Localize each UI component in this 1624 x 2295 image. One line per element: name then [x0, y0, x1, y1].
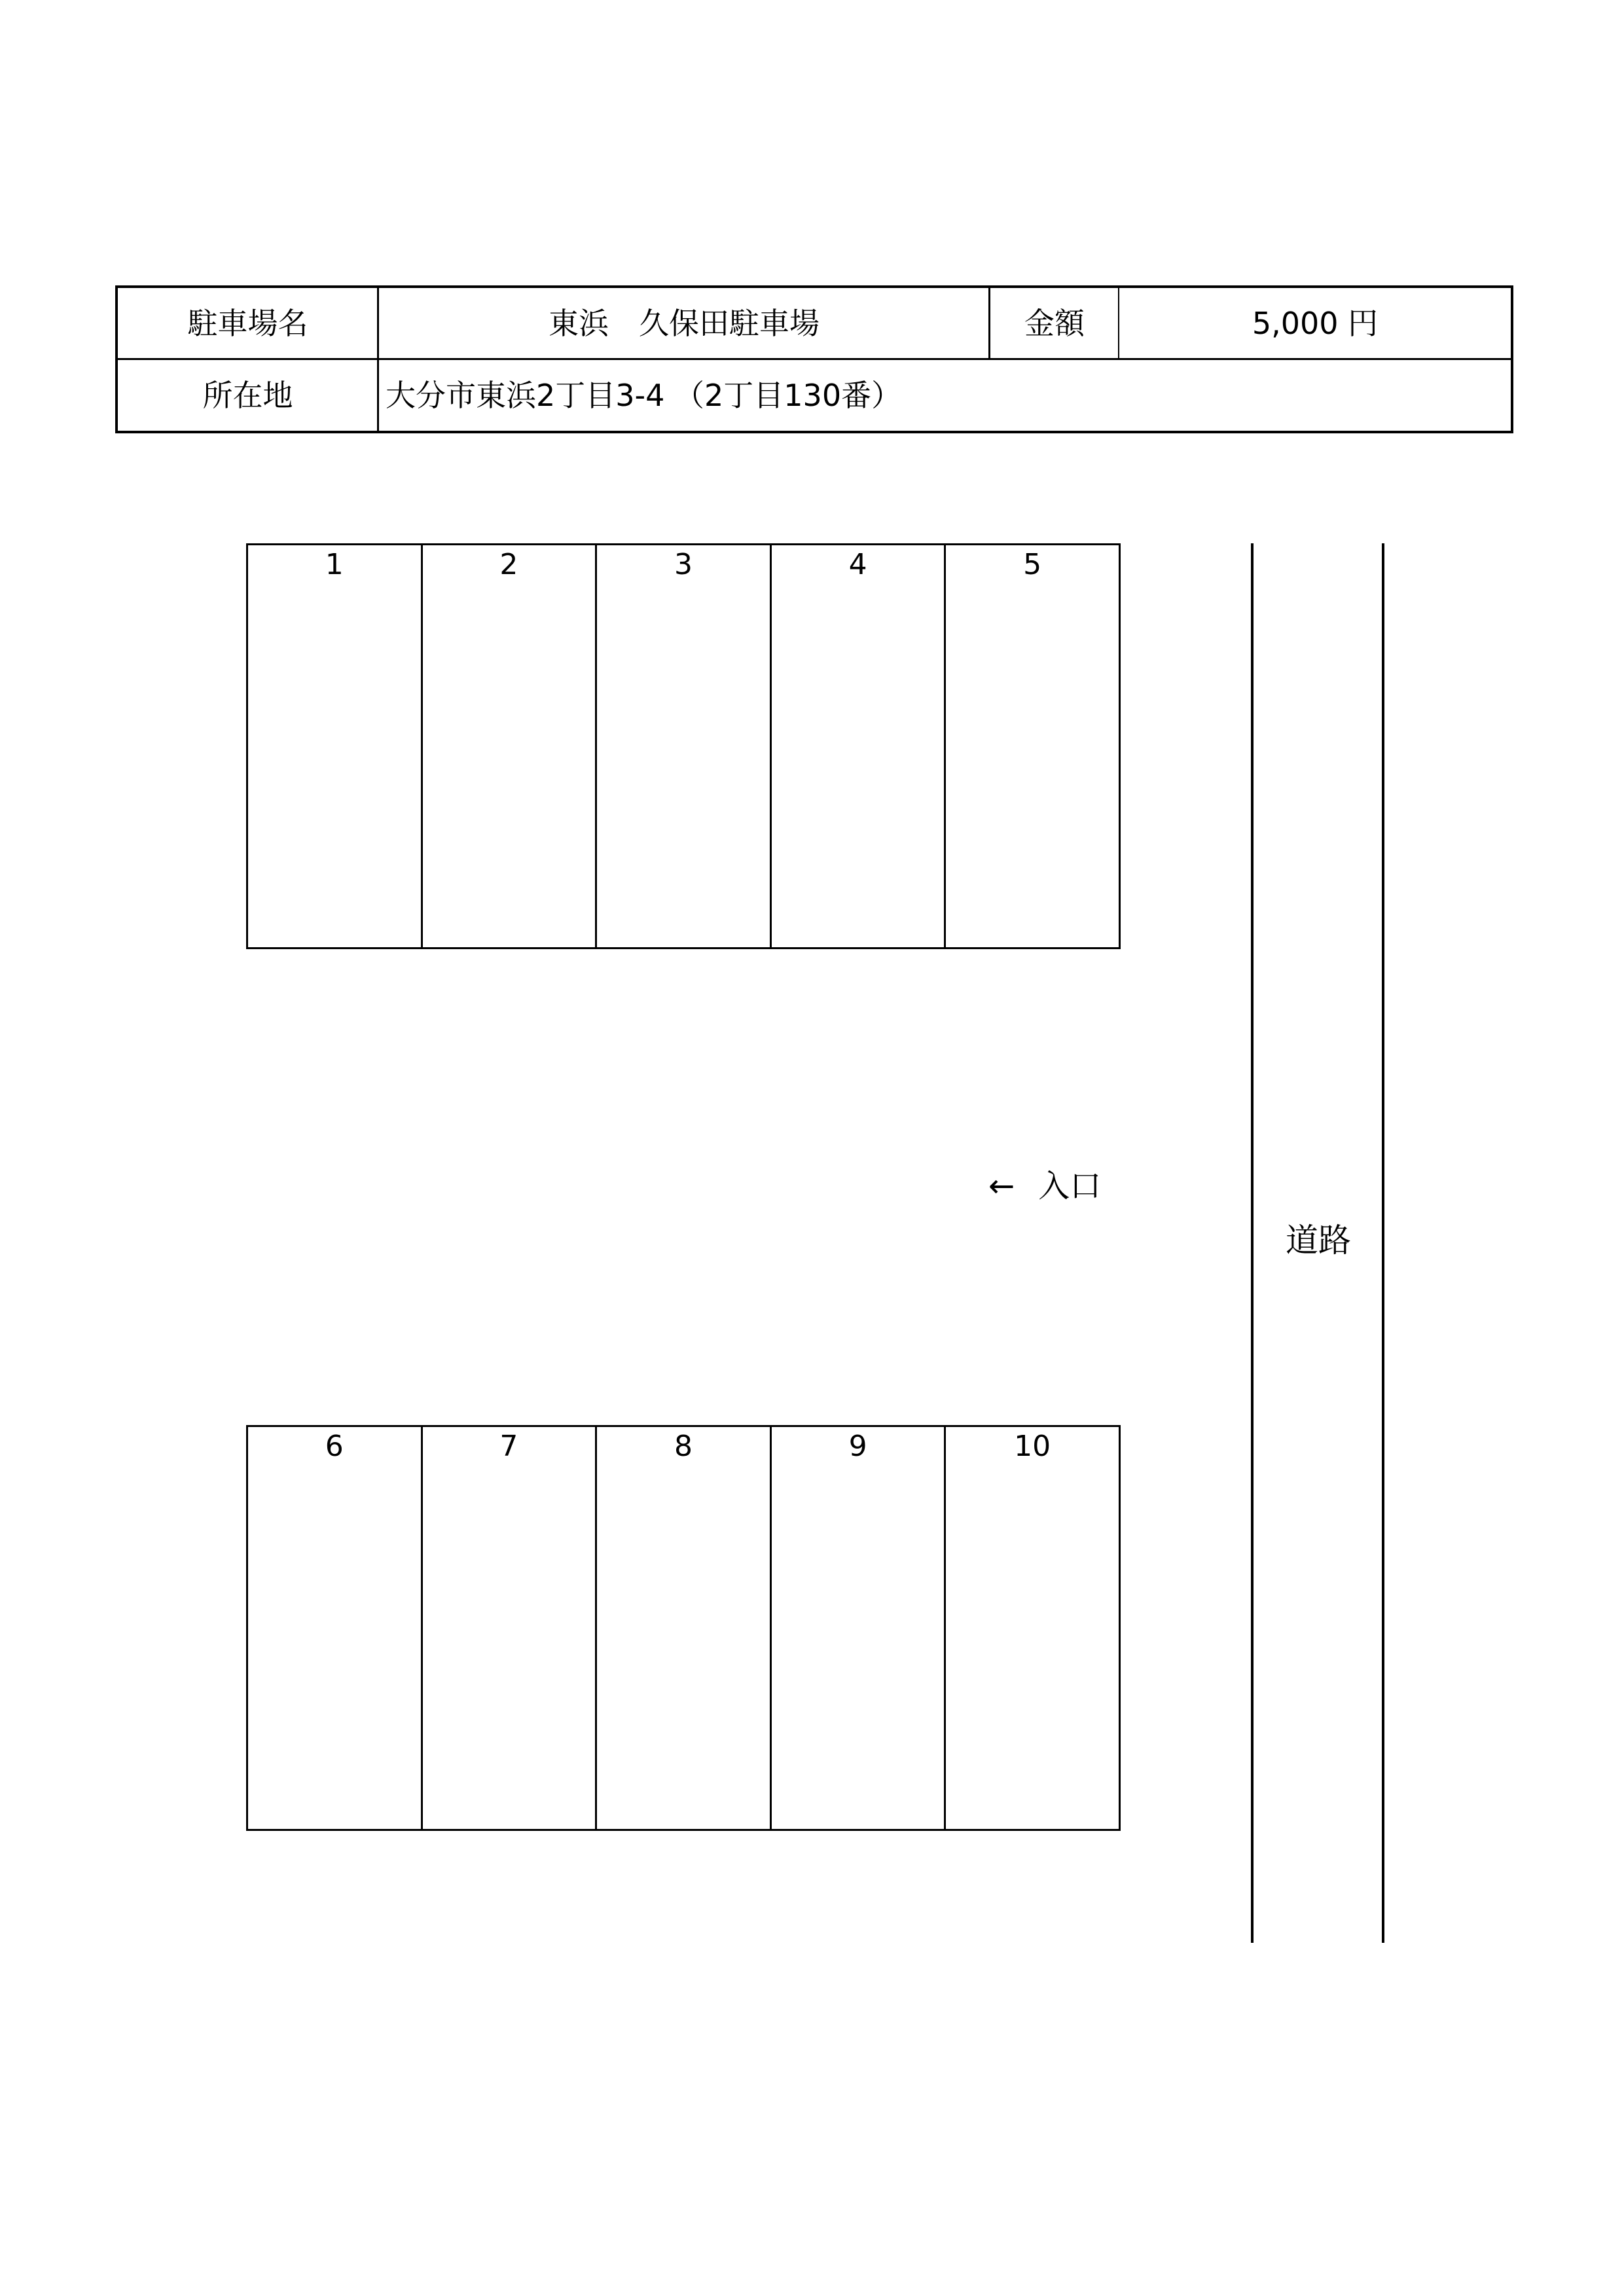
price-value: 5,000 円	[1252, 306, 1379, 341]
address-value: 大分市東浜2丁目3-4 （2丁目130番）	[386, 378, 902, 413]
stall-number: 3	[674, 548, 693, 581]
stall-number: 4	[848, 548, 867, 581]
stall-number: 1	[325, 548, 344, 581]
left-arrow-icon: ←	[988, 1168, 1015, 1204]
parking-stall	[597, 545, 772, 947]
parking-row-bottom	[246, 1425, 1121, 1831]
parking-stall	[772, 545, 947, 947]
parking-stall	[772, 1427, 947, 1829]
parking-stall	[248, 1427, 423, 1829]
parking-stall	[946, 1427, 1119, 1829]
stall-number: 2	[499, 548, 518, 581]
parking-stall	[597, 1427, 772, 1829]
parking-stall	[423, 1427, 598, 1829]
parking-name-value: 東浜 久保田駐車場	[549, 306, 820, 341]
entrance-label: 入口	[1038, 1168, 1102, 1204]
stall-number: 6	[325, 1430, 344, 1463]
parking-row-top	[246, 543, 1121, 949]
parking-stall	[423, 545, 598, 947]
price-label: 金額	[1024, 306, 1085, 341]
stall-number: 9	[848, 1430, 867, 1463]
stall-number: 7	[499, 1430, 518, 1463]
stall-number: 8	[674, 1430, 693, 1463]
road-label: 道路	[1286, 1221, 1351, 1259]
parking-stall	[248, 545, 423, 947]
stall-number: 10	[1014, 1430, 1051, 1463]
parking-stall	[946, 545, 1119, 947]
parking-name-label: 駐車場名	[187, 306, 308, 341]
parking-info-table	[115, 285, 1513, 433]
address-label: 所在地	[202, 378, 293, 413]
entrance-marker	[988, 1170, 1101, 1202]
stall-number: 5	[1023, 548, 1042, 581]
